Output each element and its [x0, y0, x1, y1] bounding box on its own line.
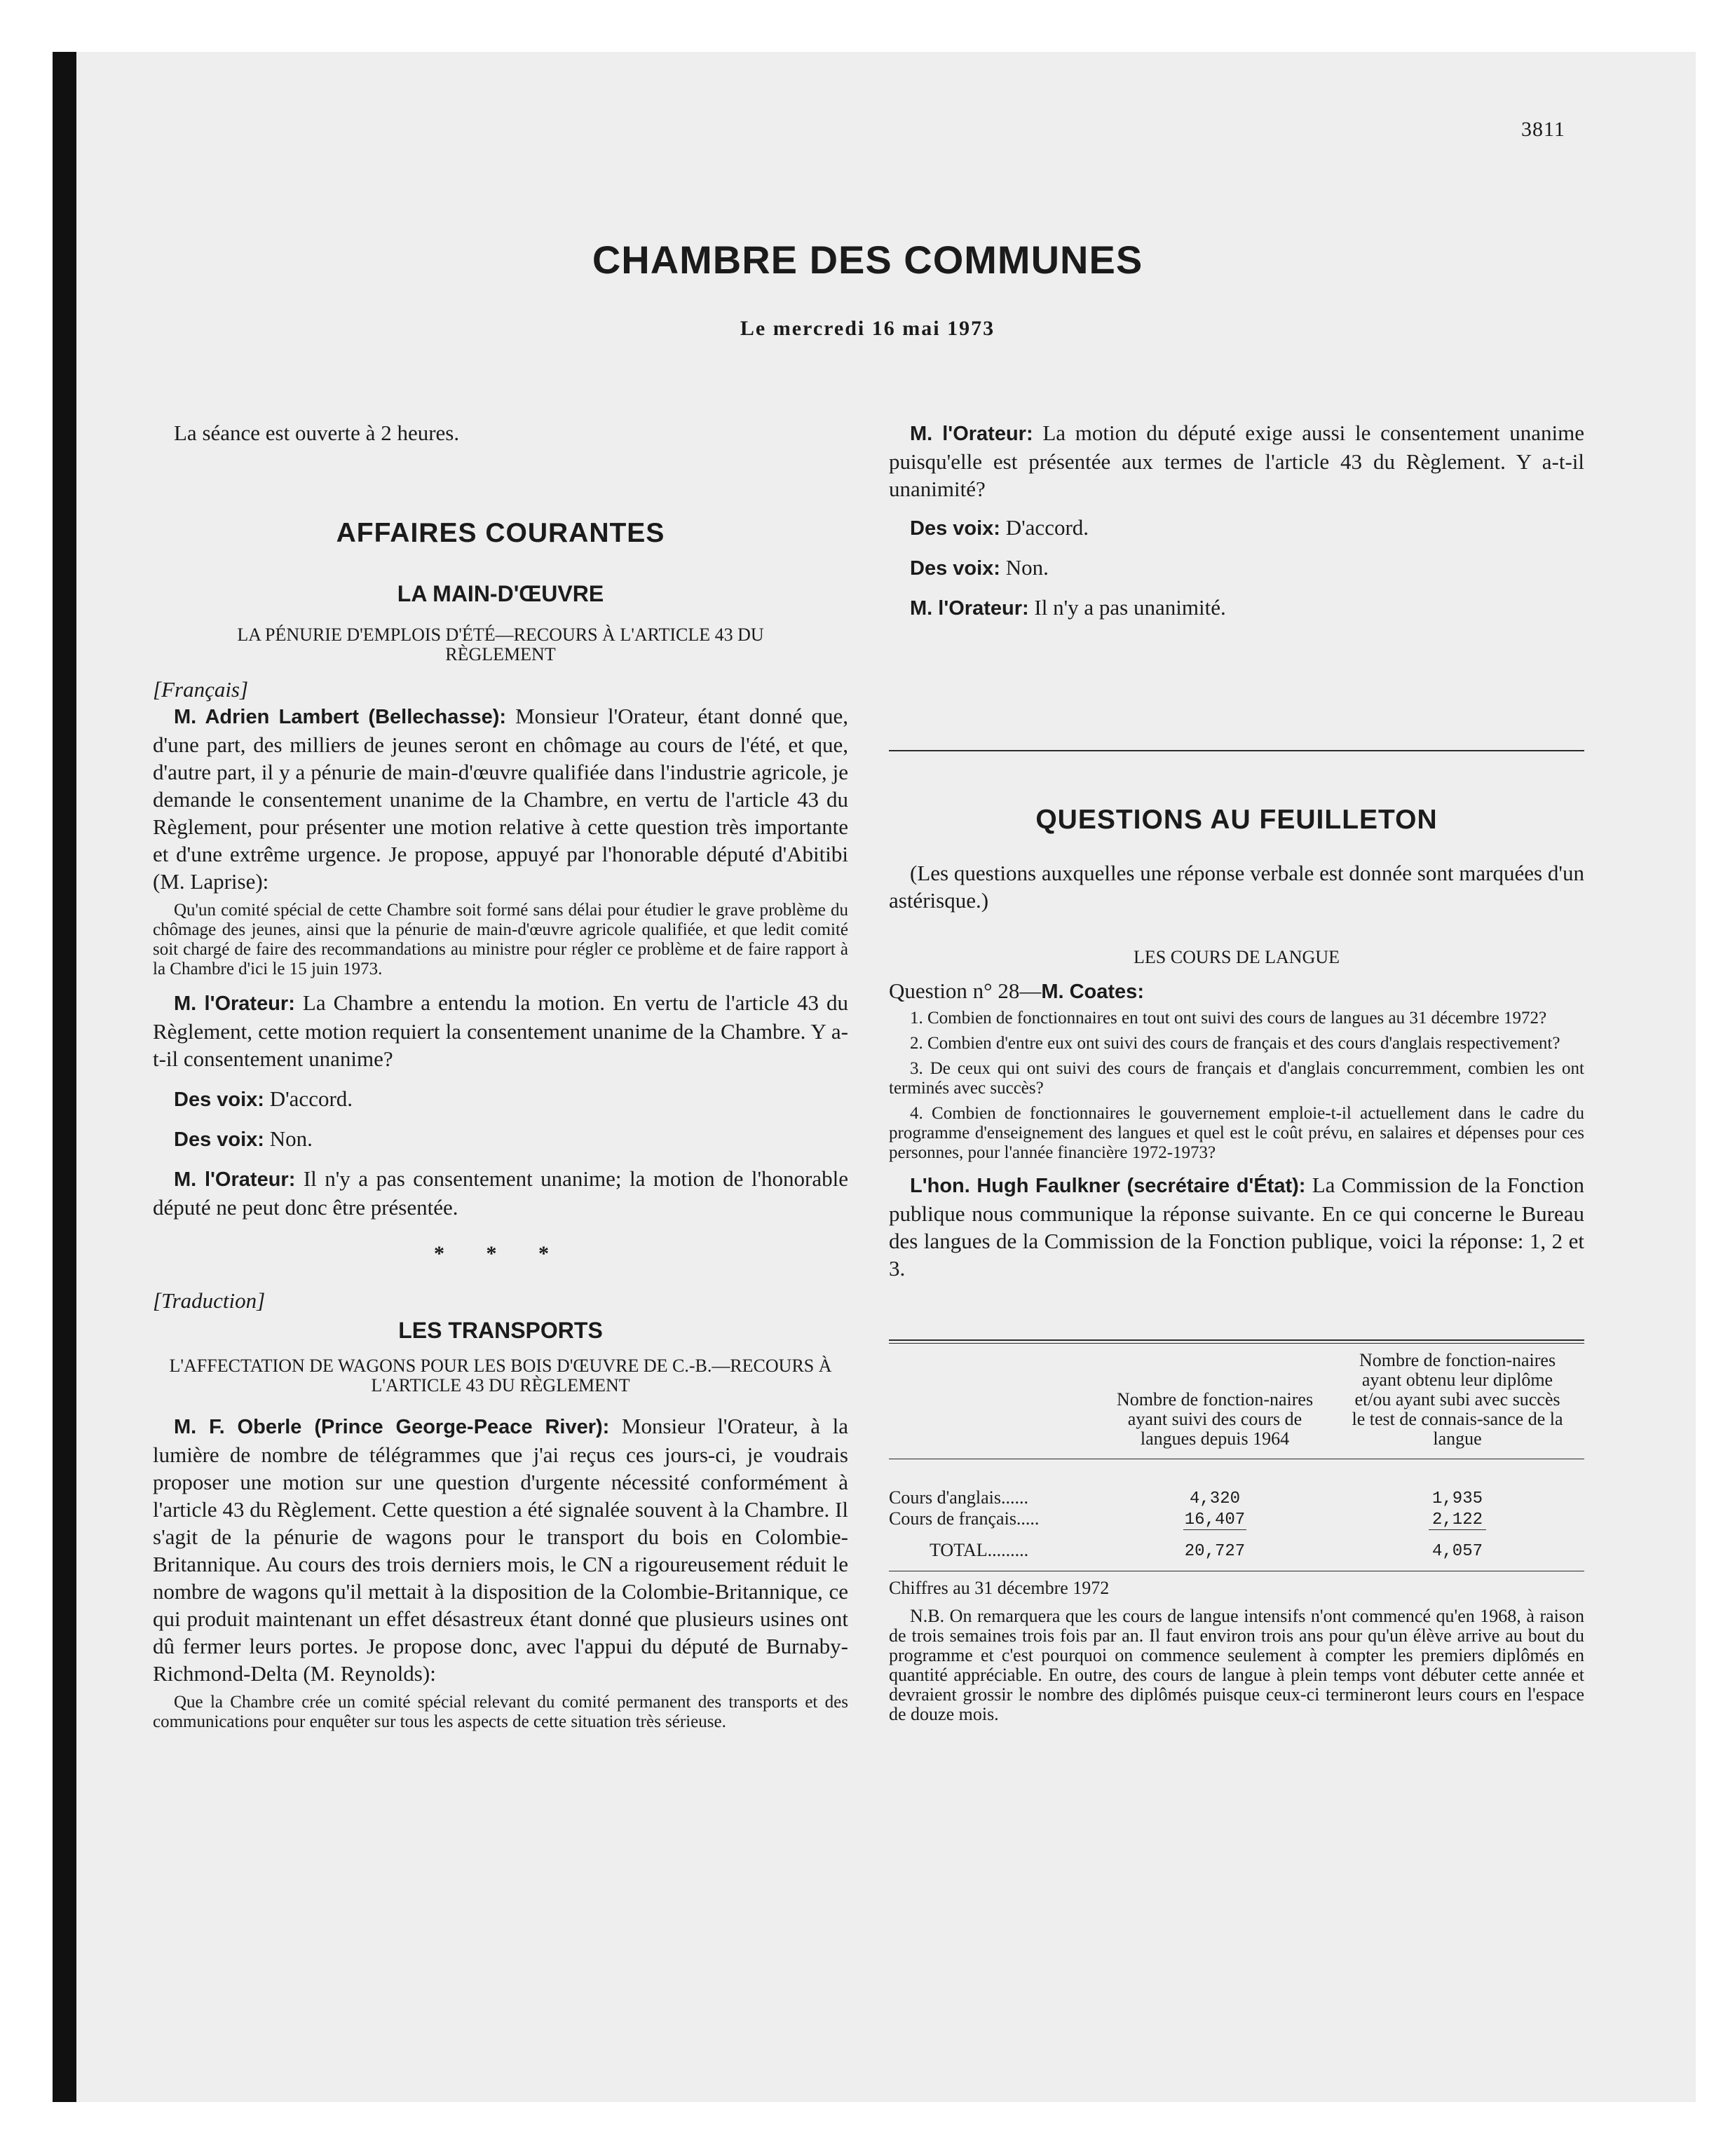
speech-text: Il n'y a pas consentement unanime; la motion de l'honorable député ne peut donc être présentée.: [153, 1166, 848, 1220]
question-3: 3. De ceux qui ont suivi des cours de français et d'anglais concurremment, combien les ont terminés avec succès?: [889, 1059, 1584, 1098]
speech-text: La Chambre a entendu la motion. En vertu de l'article 43 du Règlement, cette motion requiert la consentement unanime de la Chambre. Y a-t-il consentement unanime?: [153, 990, 848, 1071]
section-separator: * * *: [434, 1242, 567, 1265]
speaker-name: Des voix:: [174, 1128, 264, 1151]
speech-orateur-refus: [153, 1165, 848, 1221]
table-date-note: Chiffres au 31 décembre 1972: [889, 1578, 1110, 1598]
speech-text: Monsieur l'Orateur, étant donné que, d'une part, des milliers de jeunes seront en chômage au cours de l'été, et que, d'autre part, il y a pénurie de main-d'œuvre qualifiée dans l'industrie agricole, je demande le consentement unanime de la Chambre, en vertu de l'article 43 du Règlement, pour présenter une motion relative à cette question très importante et d'une extrême urgence. Je propose, appuyé par l'honorable député d'Abitibi (M. Laprise):: [153, 704, 848, 894]
speaker-name: M. F. Oberle (Prince George-Peace River):: [174, 1416, 610, 1438]
speaker-name: M. l'Orateur:: [910, 597, 1029, 620]
sitting-date: Le mercredi 16 mai 1973: [740, 317, 995, 340]
row-label: Cours d'anglais......: [889, 1487, 1028, 1508]
section-questions-feuilleton: QUESTIONS AU FEUILLETON: [1035, 805, 1438, 835]
speech-voix-accord: [153, 1085, 848, 1114]
table-header-row: [889, 1344, 1584, 1459]
speech-orateur-r1: [889, 419, 1584, 503]
speaker-name: Des voix:: [174, 1089, 264, 1111]
speaker-name: M. l'Orateur:: [174, 992, 295, 1015]
column-header-diplome: Nombre de fonction-naires ayant obtenu leur diplôme et/ou ayant subi avec succès le test de connais-sance de la langue: [1352, 1350, 1563, 1449]
row-value-suivi: 16,407: [1184, 1510, 1246, 1529]
speaker-name: L'hon. Hugh Faulkner (secrétaire d'État):: [910, 1175, 1306, 1197]
subheading-main-oeuvre: LA MAIN-D'ŒUVRE: [397, 581, 604, 606]
page-number: 3811: [1521, 118, 1565, 141]
speech-text: Non.: [1000, 555, 1049, 580]
speech-oberle: [153, 1412, 848, 1687]
nb-note: N.B. On remarquera que les cours de langue intensifs n'ont commencé qu'en 1968, à raison de trois semaines trois fois par an. Il faut environ trois ans pour qu'un élève arrive au bout du programme et c'est pourquoi on commence seulement à compter les premiers diplômés en quantité appréciable. En outre, des cours de langue à plein temps vont débuter cette année et devraient grossir le nombre des diplômés puisque ceux-ci termineront leurs cours en l'espace de douze mois.: [889, 1606, 1584, 1724]
speech-orateur: [153, 989, 848, 1072]
topic-penurie-emplois: LA PÉNURIE D'EMPLOIS D'ÉTÉ—RECOURS À L'ARTICLE 43 DU RÈGLEMENT: [237, 625, 764, 664]
total-label: TOTAL.........: [930, 1540, 1029, 1560]
speech-text: La Commission de la Fonction publique nous communique la réponse suivante. En ce qui concerne le Bureau des langues de la Commission de la Fonction publique, voici la réponse: 1, 2 et 3.: [889, 1173, 1585, 1281]
topic-cours-langue: LES COURS DE LANGUE: [1134, 947, 1340, 967]
speech-text: D'accord.: [1000, 515, 1089, 540]
speaker-name: Des voix:: [910, 517, 1000, 540]
speaker-name: M. l'Orateur:: [174, 1168, 296, 1191]
language-note-francais: [Français]: [153, 677, 249, 702]
section-affaires-courantes: AFFAIRES COURANTES: [336, 518, 665, 548]
speech-orateur-r4: [889, 594, 1584, 622]
motion-text-transports: Que la Chambre crée un comité spécial relevant du comité permanent des transports et des communications pour enquêter sur tous les aspects de cette situation très sérieuse.: [153, 1693, 848, 1731]
total-value-suivi: 20,727: [1184, 1542, 1246, 1561]
language-course-table: [889, 1344, 1584, 1571]
row-value-suivi: 4,320: [1189, 1489, 1240, 1508]
speech-lambert: [153, 702, 848, 895]
left-column: [153, 419, 848, 1732]
question-2: 2. Combien d'entre eux ont suivi des cours de français et des cours d'anglais respectivement?: [910, 1034, 1560, 1053]
speaker-name: M. l'Orateur:: [910, 423, 1033, 445]
topic-wagons: L'AFFECTATION DE WAGONS POUR LES BOIS D'ŒUVRE DE C.-B.—RECOURS À L'ARTICLE 43 DU RÈGLEMENT: [169, 1356, 832, 1396]
question-number: Question n° 28—: [889, 978, 1042, 1003]
total-value-diplome: 4,057: [1431, 1542, 1483, 1561]
questions-intro: (Les questions auxquelles une réponse verbale est donnée sont marquées d'un astérisque.): [889, 861, 1584, 913]
speech-voix-non-r: [889, 554, 1584, 582]
speech-text: La motion du député exige aussi le consentement unanime puisqu'elle est présentée aux termes de l'article 43 du Règlement. Y a-t-il unanimité?: [889, 421, 1585, 501]
speech-text: Il n'y a pas unanimité.: [1028, 595, 1226, 620]
language-note-traduction: [Traduction]: [153, 1288, 266, 1313]
table-row: [889, 1487, 1584, 1508]
table-total-row: [889, 1530, 1584, 1561]
question-4: 4. Combien de fonctionnaires le gouvernement emploie-t-il actuellement dans le cadre du programme d'enseignement des langues et quel est le coût prévu, en salaires et dépenses pour ces personnes, pour l'année financière 1972-1973?: [889, 1104, 1584, 1162]
table-row: [889, 1508, 1584, 1529]
page-title: CHAMBRE DES COMMUNES: [592, 238, 1143, 282]
speech-text: D'accord.: [264, 1086, 353, 1111]
speaker-name: M. Adrien Lambert (Bellechasse):: [174, 706, 507, 728]
row-value-diplome: 2,122: [1431, 1510, 1483, 1529]
column-header-suivi: Nombre de fonction-naires ayant suivi des cours de langues depuis 1964: [1116, 1389, 1314, 1449]
answer-faulkner: [889, 1171, 1584, 1282]
subheading-transports: LES TRANSPORTS: [398, 1318, 603, 1343]
speech-voix-accord-r: [889, 514, 1584, 543]
opening-line: La séance est ouverte à 2 heures.: [174, 421, 460, 445]
speaker-name: M. Coates:: [1041, 981, 1144, 1003]
question-header: [889, 977, 1584, 1006]
row-value-diplome: 1,935: [1431, 1489, 1483, 1508]
row-label: Cours de français.....: [889, 1508, 1040, 1529]
speech-text: Non.: [264, 1126, 313, 1151]
speaker-name: Des voix:: [910, 557, 1000, 580]
question-1: 1. Combien de fonctionnaires en tout ont suivi des cours de langues au 31 décembre 1972?: [910, 1009, 1547, 1028]
right-column: [889, 419, 1584, 1724]
speech-text: Monsieur l'Orateur, à la lumière de nombre de télégrammes que j'ai reçus ces jours-ci, je voudrais proposer une motion sur une question d'urgente nécessité conformément à l'article 43 du Règlement. Cette question a été signalée souvent à la Chambre. Il s'agit de la pénurie de wagons pour le transport du bois en Colombie-Britannique. Au cours des trois derniers mois, le CN a rigoureusement réduit le nombre de wagons qu'il mettait à la disposition de la Colombie-Britannique, ce qui produit maintenant un effet désastreux étant donné que plusieurs usines ont dû fermer leurs portes. Je propose donc, avec l'appui du député de Burnaby-Richmond-Delta (M. Reynolds):: [153, 1414, 848, 1686]
motion-text: Qu'un comité spécial de cette Chambre soit formé sans délai pour étudier le grave problème du chômage des jeunes, ainsi que la pénurie de main-d'œuvre agricole qualifiée, et que ledit comité soit chargé de faire des recommandations au ministre pour régler ce problème et de faire rapport à la Chambre d'ici le 15 juin 1973.: [153, 901, 848, 978]
speech-voix-non: [153, 1125, 848, 1154]
